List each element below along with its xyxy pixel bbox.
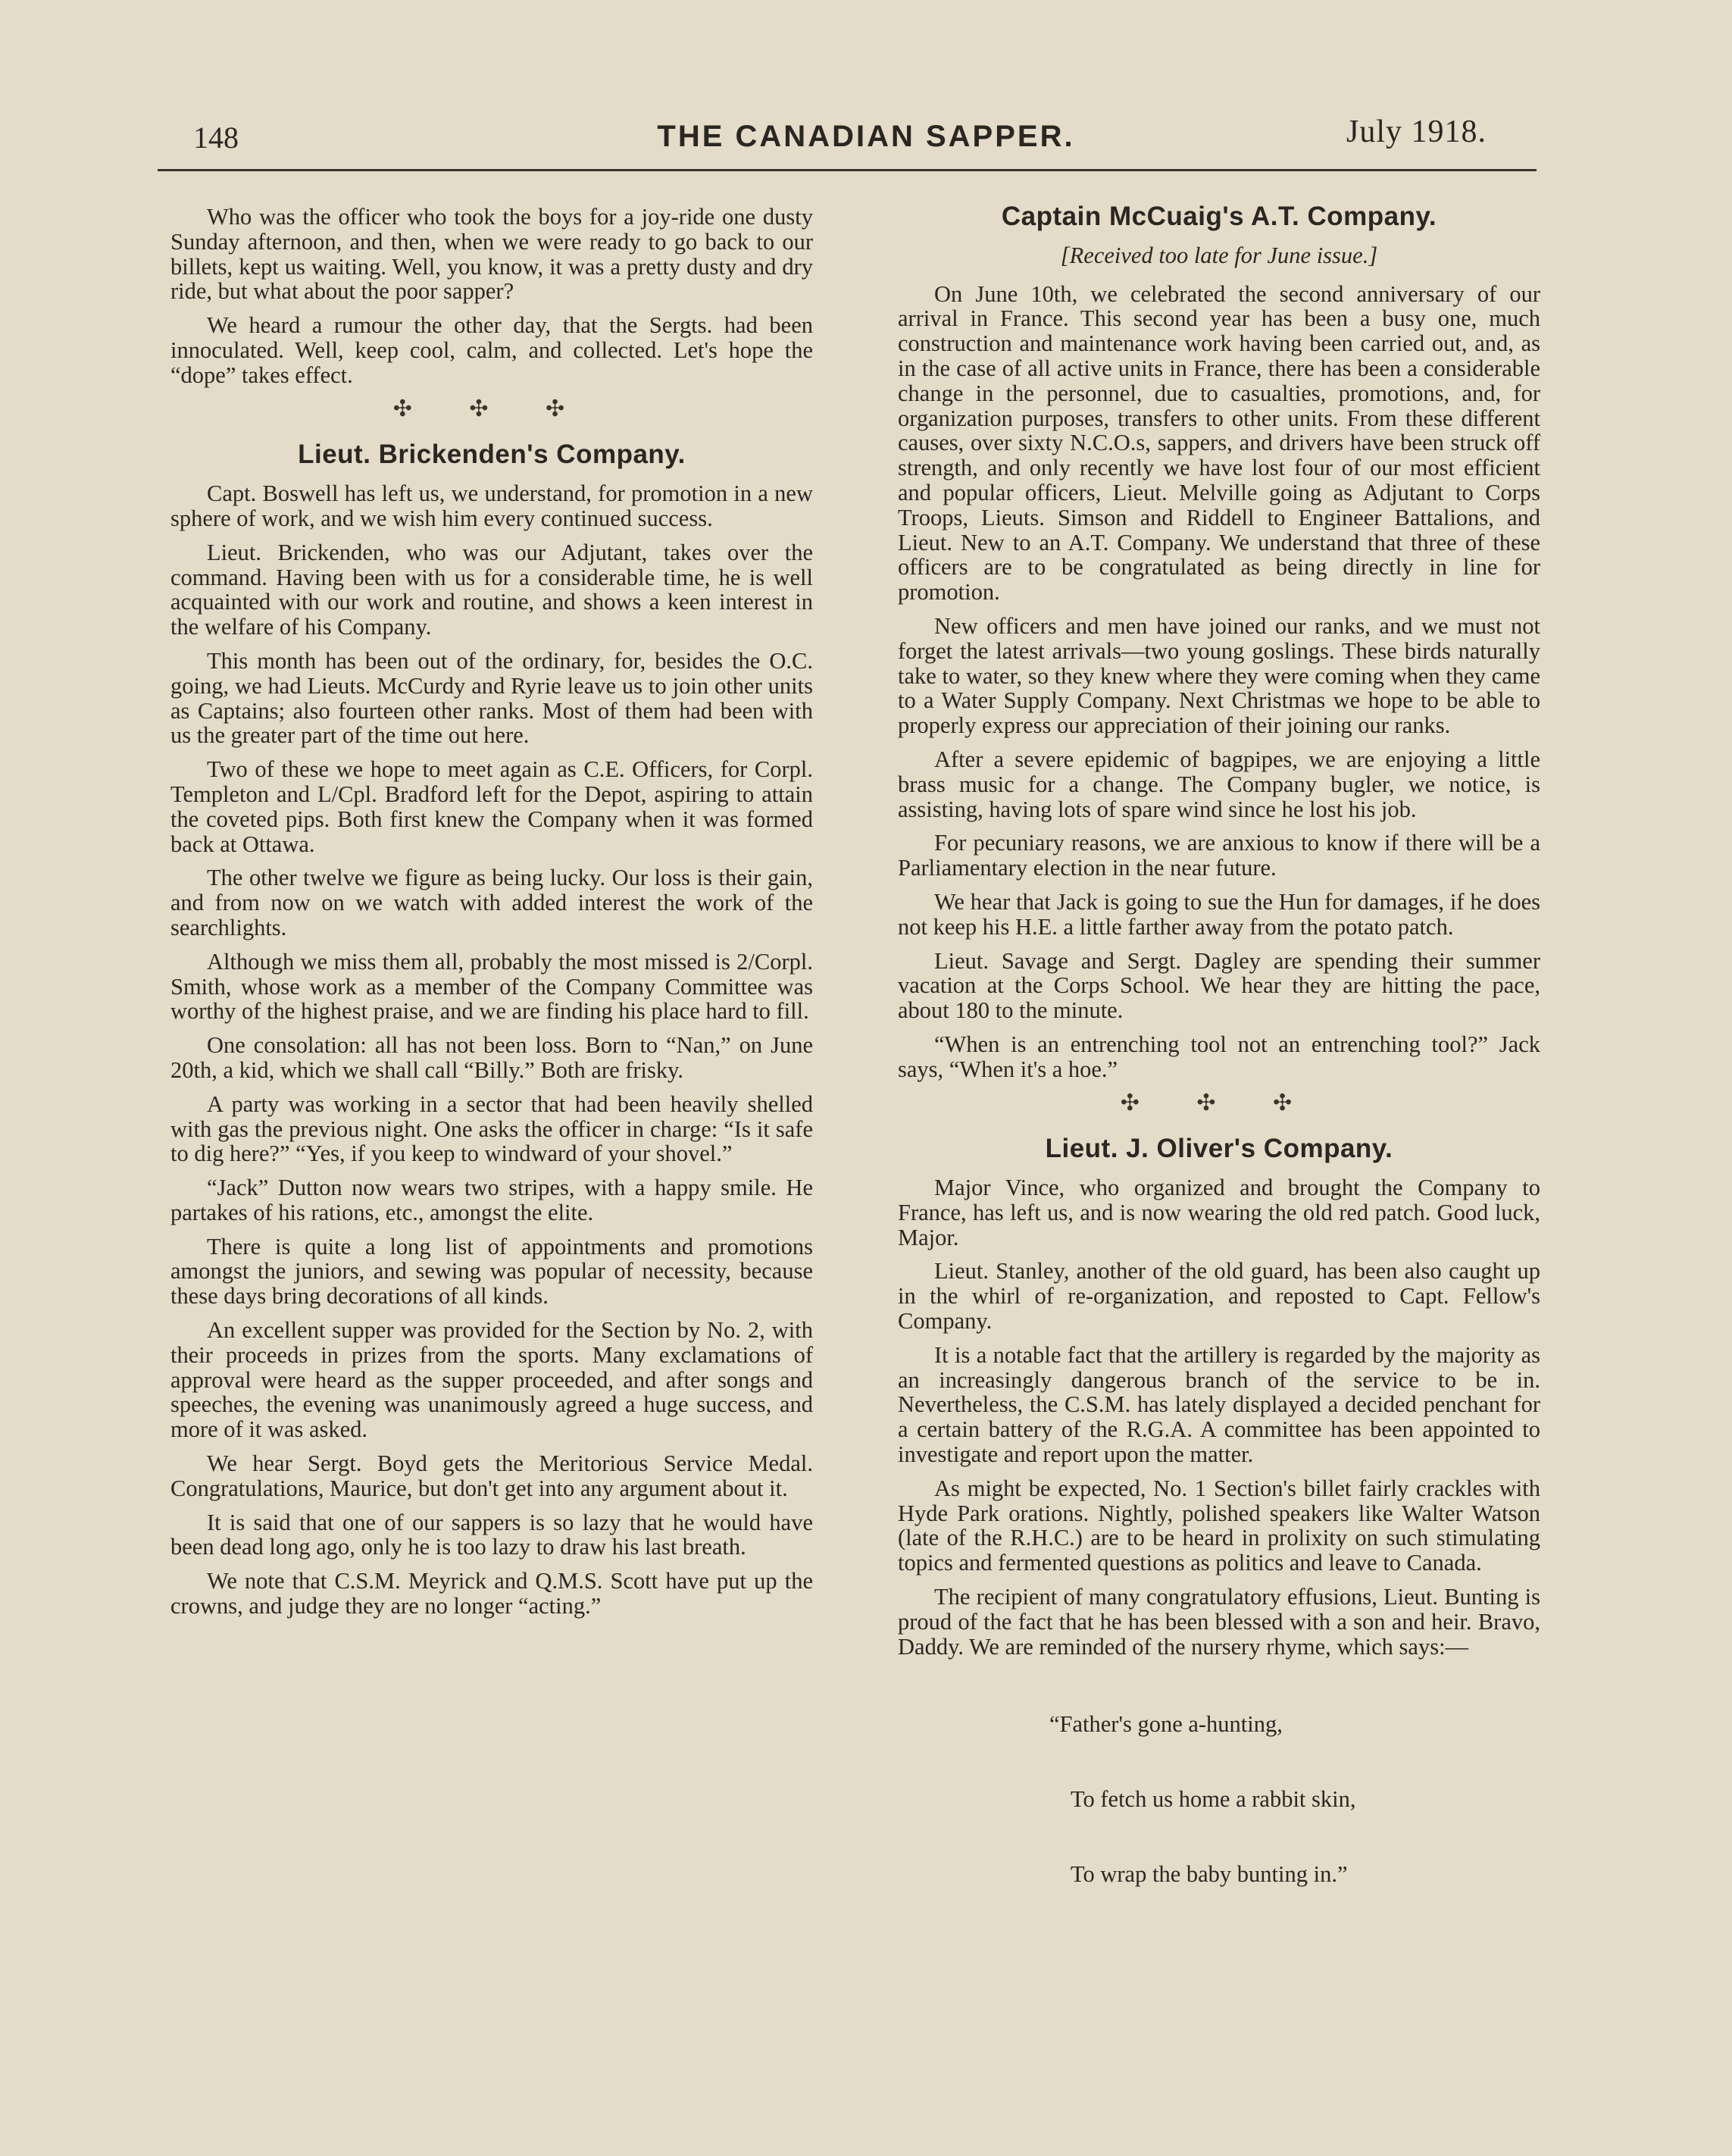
paragraph: We hear Sergt. Boyd gets the Meritorious Service Medal. Congratulations, Maurice, but don't get into any argument about it. — [170, 1450, 813, 1501]
paragraph: This month has been out of the ordinary, for, besides the O.C. going, we had Lieuts. McCurdy and Ryrie leave us to join other units as Captains; also fourteen other ranks. Most of them had been with us the greater part of the time out here. — [170, 647, 813, 749]
issue-date: July 1918. — [1346, 114, 1487, 149]
paragraph: An excellent supper was provided for the Section by No. 2, with their proceeds in prizes from the sports. Many exclamations of approval were heard as the supper proceeded, and after songs and speeches, the evening was unanimously agreed a huge success, and more of it was asked. — [170, 1317, 813, 1443]
paragraph: After a severe epidemic of bagpipes, we are enjoying a little brass music for a change. The Company bugler, we notice, is assisting, having lots of spare wind since he lost his job. — [898, 746, 1540, 822]
paragraph: Lieut. Brickenden, who was our Adjutant, takes over the command. Having been with us for a considerable time, he is well acquainted with our work and routine, and shows a keen interest in the welfare of his Company. — [170, 539, 813, 640]
paragraph: Who was the officer who took the boys for a joy-ride one dusty Sunday afternoon, and then, when we were ready to go back to our billets, kept us waiting. Well, you know, it was a pretty dusty and dry ride, but what about the poor sapper? — [170, 204, 813, 305]
paragraph: The recipient of many congratulatory effusions, Lieut. Bunting is proud of the fact that he has been blessed with a son and heir. Bravo, Daddy. We are reminded of the nursery rhyme, which says:— — [898, 1584, 1540, 1660]
left-column — [170, 205, 813, 1628]
rhyme-line: To wrap the baby bunting in.” — [1071, 1861, 1348, 1888]
paragraph: New officers and men have joined our ranks, and we must not forget the latest arrivals—two young goslings. These birds naturally take to water, so they knew where they were coming when they came to a Water Supply Company. Next Christmas we hope to be able to properly express our appreciation of their joining our ranks. — [898, 612, 1540, 739]
paragraph: There is quite a long list of appointments and promotions amongst the juniors, and sewing was popular of necessity, because these days bring decorations of all kinds. — [170, 1233, 813, 1310]
paragraph: A party was working in a sector that had been heavily shelled with gas the previous night. One asks the officer in charge: “Is it safe to dig here?” “Yes, if you keep to windward of your shovel.” — [170, 1091, 813, 1167]
section-heading: Lieut. Brickenden's Company. — [298, 440, 686, 470]
nursery-rhyme — [1049, 1662, 1540, 1937]
paragraph: Capt. Boswell has left us, we understand, for promotion in a new sphere of work, and we wish him every continued success. — [170, 480, 813, 531]
paragraph: The other twelve we figure as being lucky. Our loss is their gain, and from now on we watch with added interest the work of the searchlights. — [170, 865, 813, 940]
paragraph: We note that C.S.M. Meyrick and Q.M.S. Scott have put up the crowns, and judge they are no longer “acting.” — [170, 1568, 813, 1619]
paragraph: For pecuniary reasons, we are anxious to know if there will be a Parliamentary election in the near future. — [898, 830, 1540, 881]
masthead: THE CANADIAN SAPPER. — [657, 120, 1075, 153]
paragraph: One consolation: all has not been loss. Born to “Nan,” on June 20th, a kid, which we shall call “Billy.” Both are frisky. — [170, 1032, 813, 1083]
paragraph: Major Vince, who organized and brought the Company to France, has left us, and is now wearing the old red patch. Good luck, Major. — [898, 1175, 1540, 1250]
editor-note: [Received too late for June issue.] — [1060, 242, 1378, 268]
paragraph: It is a notable fact that the artillery is regarded by the majority as an increasingly dangerous branch of the service to be in. Nevertheless, the C.S.M. has lately displayed a decided penchant for a certain battery of the R.G.A. A committee has been appointed to investigate and report upon the matter. — [898, 1341, 1540, 1468]
rhyme-line: “Father's gone a-hunting, — [1049, 1711, 1283, 1738]
paragraph: We hear that Jack is going to sue the Hun for damages, if he does not keep his H.E. a little farther away from the potato patch. — [898, 888, 1540, 940]
paragraph: Although we miss them all, probably the most missed is 2/Corpl. Smith, whose work as a member of the Company Committee was worthy of the highest praise, and we are finding his place hard to fill. — [170, 948, 813, 1025]
paragraph: Lieut. Savage and Sergt. Dagley are spending their summer vacation at the Corps School. We hear they are hitting the pace, about 180 to the minute. — [898, 947, 1540, 1024]
right-column — [898, 202, 1540, 1937]
page-number: 148 — [193, 120, 239, 155]
header-rule — [158, 169, 1537, 171]
paragraph: “When is an entrenching tool not an entrenching tool?” Jack says, “When it's a hoe.” — [898, 1031, 1540, 1082]
section-divider: ✣ ✣ ✣ — [392, 396, 591, 421]
section-heading: Lieut. J. Oliver's Company. — [1045, 1134, 1393, 1164]
section-heading: Captain McCuaig's A.T. Company. — [1001, 202, 1437, 231]
paragraph: As might be expected, No. 1 Section's billet fairly crackles with Hyde Park orations. Nightly, polished speakers like Walter Watson (late of the R.H.C.) are to be heard in prolixity on such stimulating topics and fermented questions as politics and leave to Canada. — [898, 1475, 1540, 1576]
paragraph: We heard a rumour the other day, that the Sergts. had been innoculated. Well, keep cool, calm, and collected. Let's hope the “dope” takes effect. — [170, 312, 813, 388]
rhyme-line: To fetch us home a rabbit skin, — [1071, 1786, 1356, 1813]
paragraph: Lieut. Stanley, another of the old guard, has been also caught up in the whirl of re-organization, and reposted to Capt. Fellow's Company. — [898, 1258, 1540, 1335]
paragraph: “Jack” Dutton now wears two stripes, with a happy smile. He partakes of his rations, etc., amongst the elite. — [170, 1175, 813, 1225]
paragraph: On June 10th, we celebrated the second anniversary of our arrival in France. This second year has been a busy one, much construction and maintenance work having been carried out, and, as in the case of all active units in France, there has been a considerable change in the personnel, due to casualties, promotions, and, for organization purposes, transfers to other units. From these different causes, over sixty N.C.O.s, sappers, and drivers have been struck off strength, and only recently we have lost four of our most efficient and popular officers, Lieut. Melville going as Adjutant to Corps Troops, Lieuts. Simson and Riddell to Engineer Battalions, and Lieut. New to an A.T. Company. We understand that three of these officers are to be congratulated as being directly in line for promotion. — [898, 280, 1540, 605]
paragraph: It is said that one of our sappers is so lazy that he would have been dead long ago, only he is too lazy to draw his last breath. — [170, 1509, 813, 1560]
section-divider: ✣ ✣ ✣ — [1120, 1090, 1318, 1116]
paragraph: Two of these we hope to meet again as C.E. Officers, for Corpl. Templeton and L/Cpl. Bradford left for the Depot, aspiring to attain the coveted pips. Both first knew the Company when it was formed back at Ottawa. — [170, 756, 813, 857]
